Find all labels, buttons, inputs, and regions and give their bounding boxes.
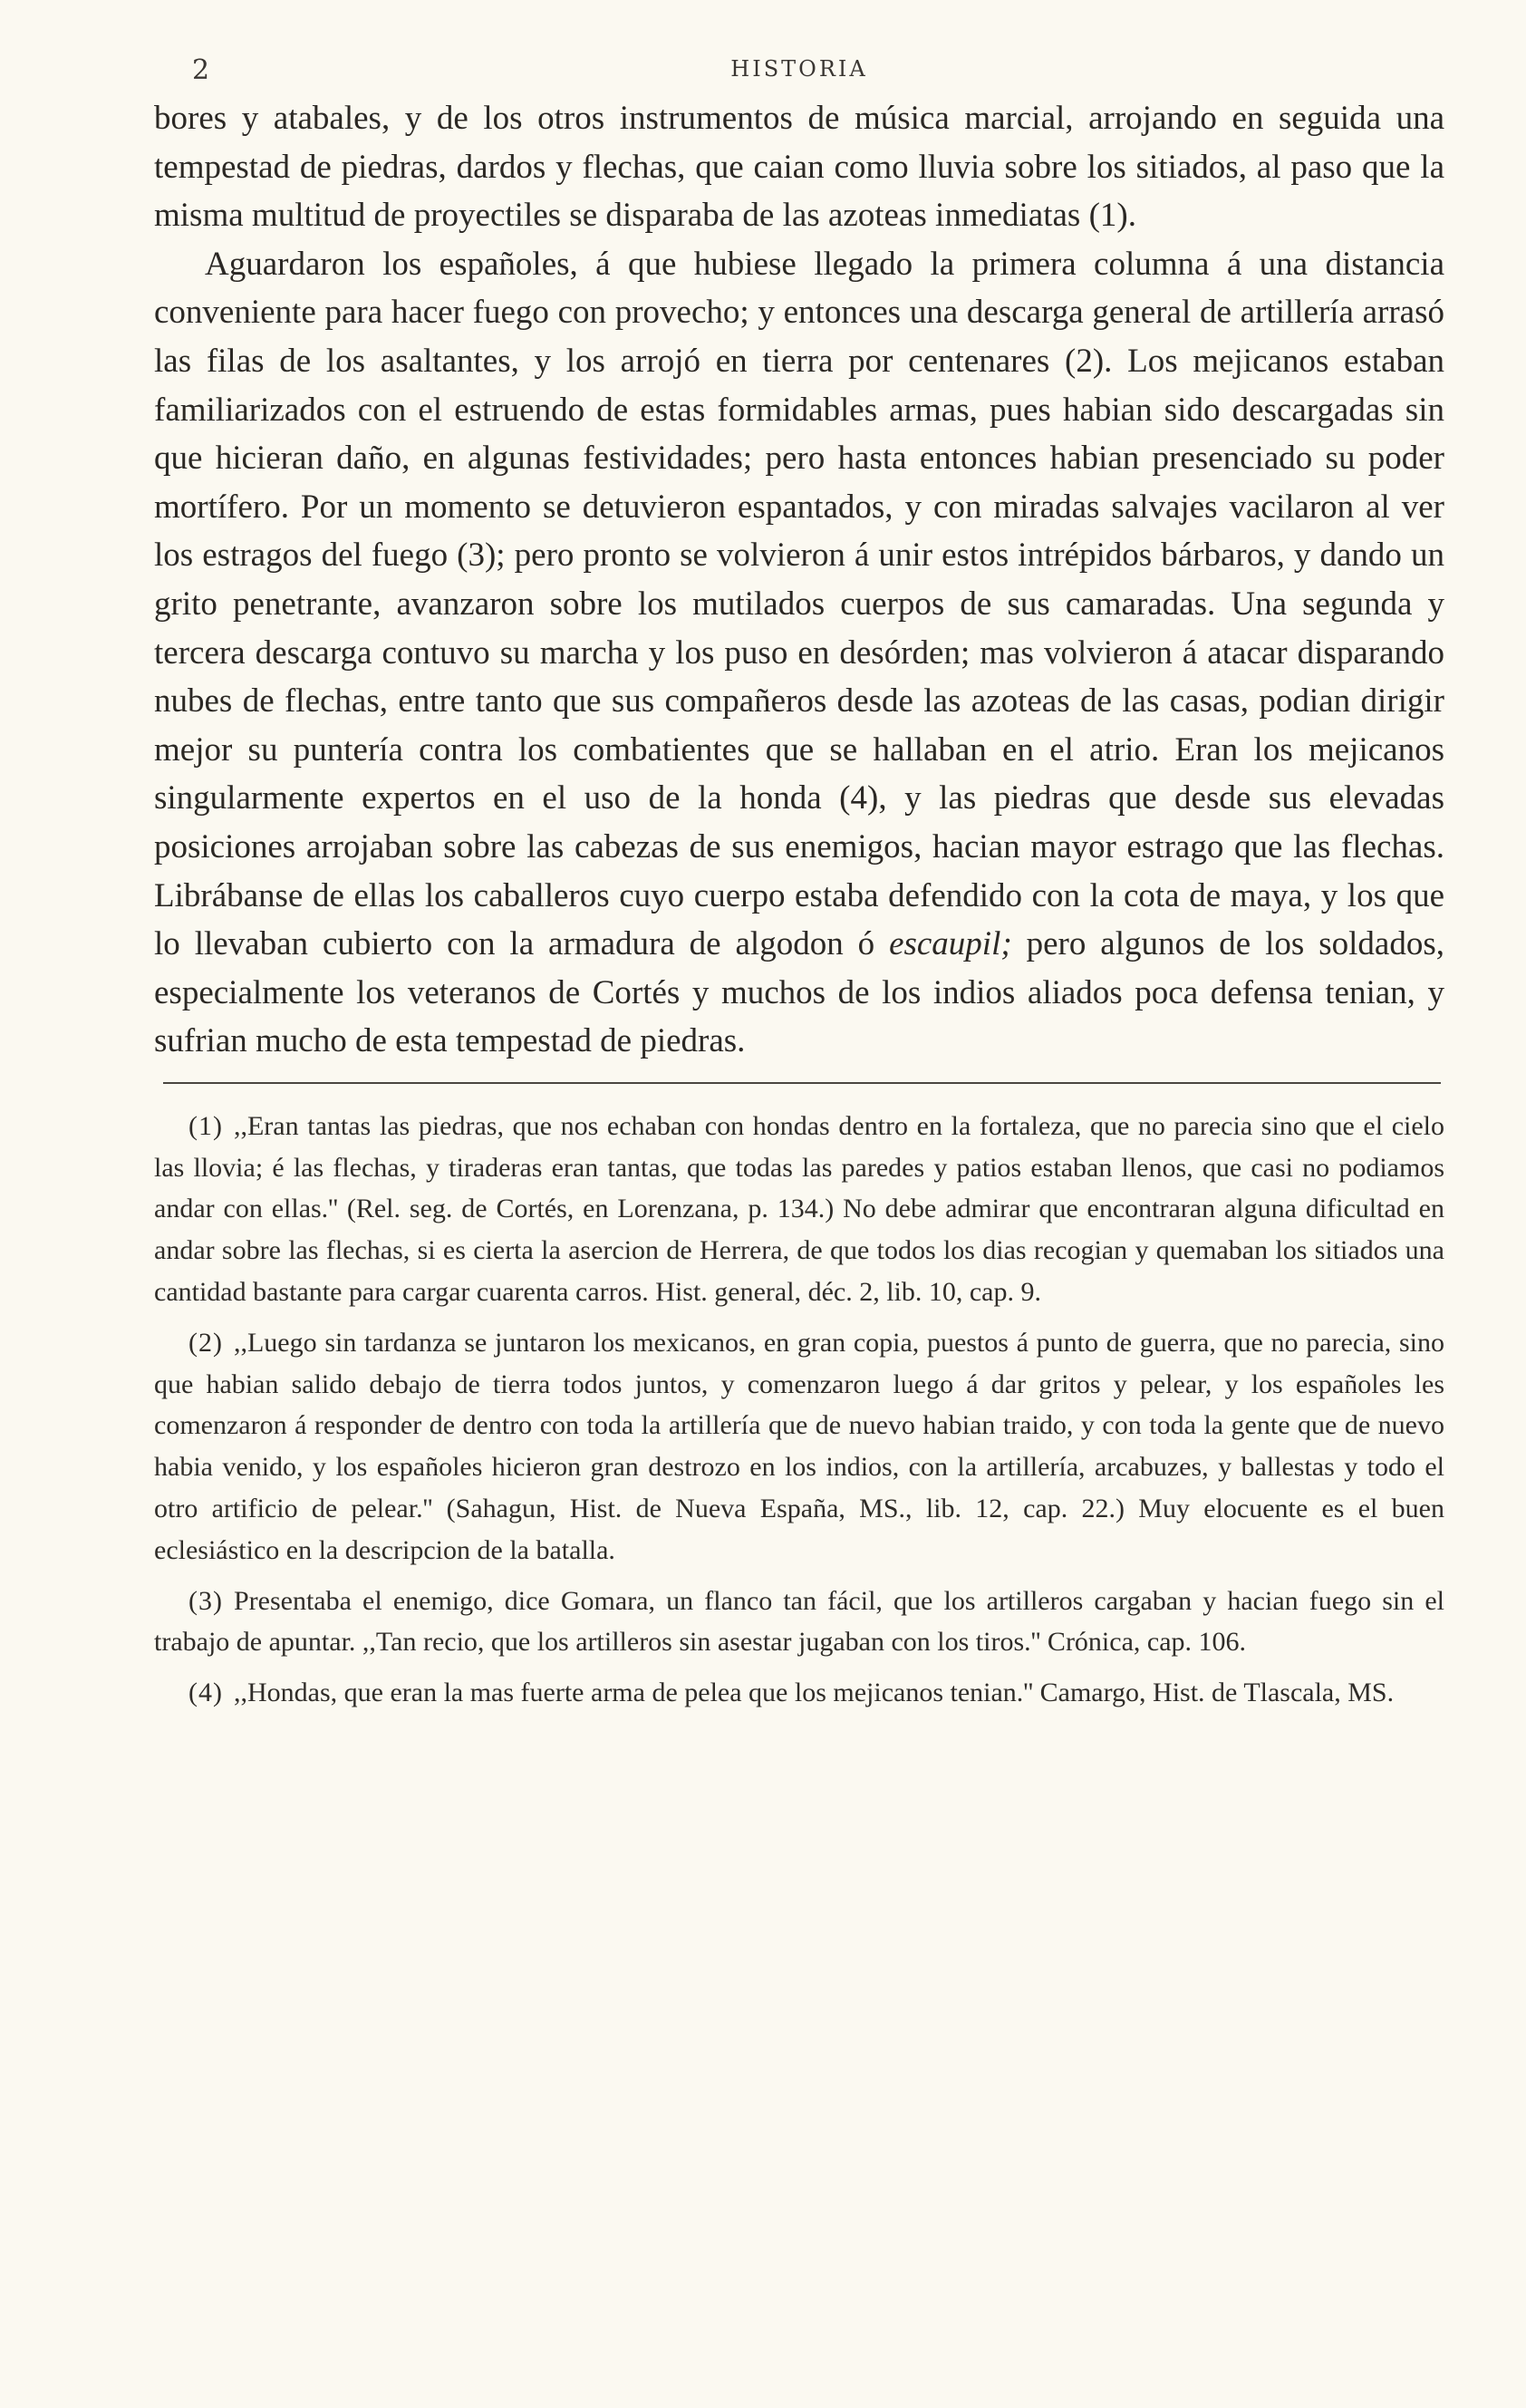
footnote-4 — [154, 1672, 1444, 1714]
paragraph-continued: bores y atabales, y de los otros instrumentos de música marcial, arrojando en seguida una tempestad de piedras, dardos y flechas, que caian como lluvia sobre los sitiados, al paso que la misma multitud de proyectiles se disparaba de las azoteas inmediatas (1). — [154, 100, 1444, 235]
running-title: HISTORIA — [730, 56, 868, 82]
footnote-divider — [163, 1082, 1441, 1084]
paragraph-text-part: Aguardaron los españoles, á que hubiese llegado la primera columna á una distancia conveniente para hacer fuego con provecho; y entonces una descarga general de artillería arrasó las filas de los asaltantes, y los arrojó en tierra por centenares (2). Los mejicanos estaban familiarizados con el estruendo de estas formidables armas, pues habian sido descargadas sin que hicieran daño, en algunas festividades; pero hasta entonces habian presenciado su poder mortífero. Por un momento se detuvieron espantados, y con miradas salvajes vacilaron al ver los estragos del fuego (3); pero pronto se volvieron á unir estos intrépidos bárbaros, y dando un grito penetrante, avanzaron sobre los mutilados cuerpos de sus camaradas. Una segunda y tercera descarga contuvo su marcha y los puso en desórden; mas volvieron á atacar disparando nubes de flechas, entre tanto que sus compañeros desde las azoteas de las casas, podian dirigir mejor su puntería contra los combatientes que se hallaban en el atrio. Eran los mejicanos singularmente expertos en el uso de la honda (4), y las piedras que desde sus elevadas posiciones arrojaban sobre las cabezas de sus enemigos, hacian mayor estrago que las flechas. Librábanse de ellas los caballeros cuyo cuerpo estaba defendido con la cota de maya, y los que lo llevaban cubierto con la armadura de algodon ó — [154, 245, 1444, 963]
footnote-mark: (3) — [188, 1585, 223, 1616]
footnote-3 — [154, 1581, 1444, 1664]
paragraph-text-part: pero algunos de los soldados, especialmente los veteranos de Cortés y muchos de los indios aliados poca defensa tenian, y sufrian mucho de esta tempestad de piedras. — [154, 925, 1444, 1060]
footnote-text: ,,Eran tantas las piedras, que nos echaban con hondas dentro en la fortaleza, que no parecia sino que el cielo las llovia; é las flechas, y tiraderas eran tantas, que todas las paredes y patios estaban llenos, que casi no podiamos andar con ellas.'' (Rel. seg. de Cortés, en Lorenzana, p. 134.) No debe admirar que encontraran alguna dificultad en andar sobre las flechas, si es cierta la asercion de Herrera, de que todos los dias recogian y quemaban los sitiados una cantidad bastante para cargar cuarenta carros. Hist. general, déc. 2, lib. 10, cap. 9. — [154, 1110, 1444, 1308]
footnote-1 — [154, 1106, 1444, 1313]
footnote-text: ,,Hondas, que eran la mas fuerte arma de pelea que los mejicanos tenian.'' Camargo, Hist. de Tlascala, MS. — [233, 1678, 1395, 1708]
footnote-text: ,,Luego sin tardanza se juntaron los mexicanos, en gran copia, puestos á punto de guerra, que no parecia, sino que habian salido debajo de tierra todos juntos, y comenzaron luego á dar gritos y pelear, y los españoles les comenzaron á responder de dentro con toda la artillería que de nuevo habian traido, y con toda la gente que de nuevo habia venido, y los españoles hicieron gran destrozo en los indios, con la artillería, arcabuzes, y ballestas y todo el otro artificio de pelear.'' (Sahagun, Hist. de Nueva España, MS., lib. 12, cap. 22.) Muy elocuente es el buen eclesiástico en la descripcion de la batalla. — [154, 1327, 1444, 1565]
italic-term: escaupil; — [889, 925, 1012, 963]
footnote-2 — [154, 1322, 1444, 1571]
footnote-text: Presentaba el enemigo, dice Gomara, un flanco tan fácil, que los artilleros cargaban y hacian fuego sin el trabajo de apuntar. ,,Tan recio, que los artilleros sin asestar jugaban con los tiros.'' Crónica, cap. 106. — [154, 1585, 1444, 1658]
footnote-mark: (2) — [188, 1327, 223, 1358]
book-page — [154, 47, 1444, 1723]
footnote-mark: (4) — [188, 1678, 223, 1708]
main-text — [154, 94, 1444, 1066]
footnotes — [154, 1106, 1444, 1714]
running-head — [154, 47, 1444, 94]
page-number: 2 — [192, 54, 210, 86]
paragraph-battle — [154, 240, 1444, 1066]
footnote-mark: (1) — [188, 1110, 223, 1141]
